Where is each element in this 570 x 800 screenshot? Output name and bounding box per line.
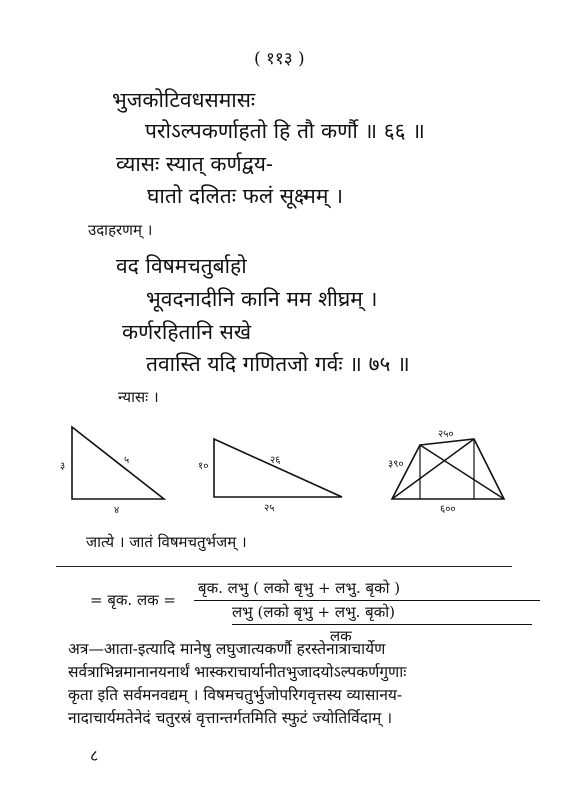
example-verse-line: वद विषमचतुर्बाहो [116,254,247,278]
fraction-bar [194,600,540,601]
verse-line: परोऽल्पकर्णाहतो हि तौ कर्णौ ॥ ६६ ॥ [145,119,425,143]
triangle-small-base-label: ४ [114,505,120,515]
triangle-small-side-label: ३ [60,461,66,472]
divider [56,566,512,567]
geometry-diagrams [0,415,570,515]
formula-denominator: लभु (लको बृभु + लभु. बृको) [232,603,395,621]
right-triangle-small [60,427,164,515]
quadrilateral-diagram [388,429,504,515]
formula-numerator: बृक. लभु ( लको बृभु + लभु. बृको ) [198,579,401,597]
page-number: ( ११३ ) [254,49,305,69]
commentary-paragraph [68,638,508,730]
section-heading-nyasa: न्यासः । [118,388,159,406]
verse-line: घातो दलितः फलं सूक्ष्मम् । [147,184,344,208]
verse-line: भुजकोटिवधसमासः [112,88,256,112]
paragraph-line: सर्वत्राभिन्नमानानयनार्थं भास्कराचार्यानीतभुजादयोऽल्पकर्णगुणाः [68,663,407,681]
quad-top-label: २५० [438,429,454,440]
example-verse-line: तवास्ति यदि गणितजो गर्वः ॥ ७५ ॥ [146,352,410,376]
right-triangle-large [198,439,342,514]
formula-lhs: = बृक. लक = [90,591,176,609]
quad-base-label: ६०० [440,504,456,515]
triangle-small-hypotenuse-label: ५ [124,455,130,466]
section-heading-udaharanam: उदाहरणम् । [88,221,153,239]
example-verse-line: भूवदनादीनि कानि मम शीघ्रम् । [146,287,378,311]
verse-line: व्यासः स्यात् कर्णद्वय- [116,152,274,176]
footer-mark: ८ [90,746,99,765]
paragraph-line: अत्र—आता-इत्यादि मानेषु लघुजात्यकर्णौ हरस्तेनात्राचार्येण [68,640,386,658]
paragraph-line: कृता इति सर्वमनवद्यम् । विषमचतुर्भुजोपरिगवृत्तस्य व्यासानय- [68,686,403,704]
quad-left-label: ३९० [388,459,404,470]
triangle-large-base-label: २५ [264,503,275,514]
example-verse-line: कर्णरहितानि सखे [122,320,252,344]
triangle-large-side-label: १० [198,461,209,472]
diagram-caption: जात्ये । जातं विषमचतुर्भजम् । [86,533,247,551]
formula-denominator-2: लक [330,627,352,645]
fraction-bar-inner [232,624,532,625]
triangle-large-hypotenuse-label: २६ [270,455,281,466]
paragraph-line: नादाचार्यमतेनेदं चतुरस्रं वृत्तान्तर्गतमिति स्फुटं ज्योतिर्विदाम् । [68,709,393,727]
